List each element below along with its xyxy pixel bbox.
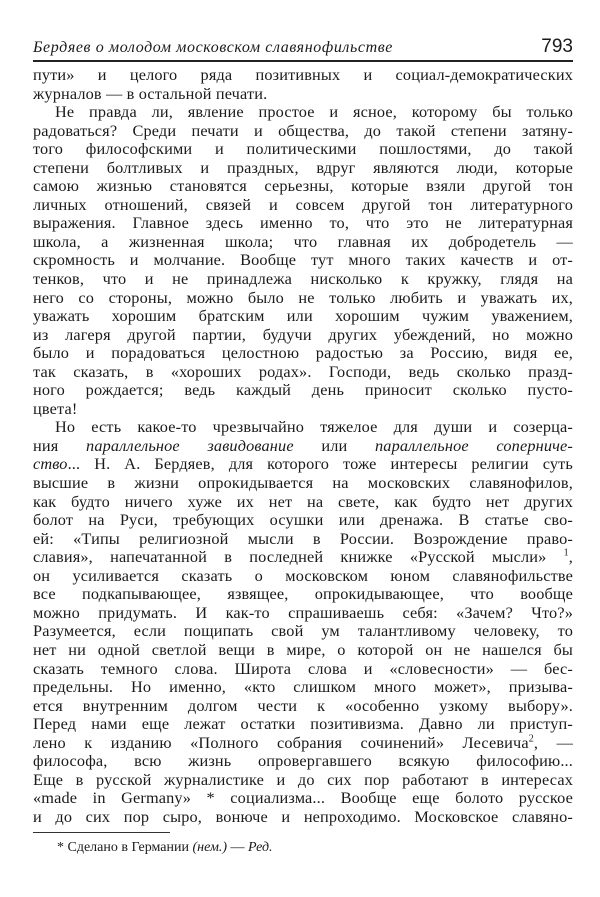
text-segment: можно придумать. И как-то спрашиваешь себя: «Зачем? Что?»: [33, 602, 573, 622]
text-segment: он усиливается сказать о московском юном славянофильстве: [33, 565, 573, 585]
text-line: [33, 289, 573, 308]
running-title: Бердяев о молодом московском славянофильстве: [33, 39, 393, 56]
text-segment: журналов — в остальной печати.: [33, 83, 268, 103]
text-segment: него со стороны, можно было не только любить и уважать их,: [33, 287, 573, 307]
text-line: [33, 678, 573, 697]
text-segment: «made in Germany» * социализма... Вообще еще болото русское: [33, 788, 573, 808]
text-line: [33, 381, 573, 400]
text-line: [33, 493, 573, 512]
text-line: [33, 85, 573, 104]
text-segment: ного рождается; ведь каждый день приносит сколько пусто-: [33, 380, 573, 400]
text-line: [33, 196, 573, 215]
body-text: [33, 66, 573, 826]
text-segment: уважать хорошим братским или хорошим чужим уважением,: [33, 306, 573, 326]
text-segment: ей: «Типы религиозной мысли в России. Возрождение право-: [33, 528, 573, 548]
text-segment: все подкапывающее, язвящее, опрокидывающее, что вообще: [33, 584, 573, 604]
footnote-sep: —: [227, 840, 249, 855]
text-segment: сказать темного слова. Широта слова и «словесности» — бес-: [33, 658, 573, 678]
text-segment: так сказать, в «хороших родах». Господи, ведь сколько празд-: [33, 361, 573, 381]
text-segment: пути» и целого ряда позитивных и социал-демократических: [33, 65, 573, 84]
text-line: [33, 400, 573, 419]
text-line: [33, 177, 573, 196]
text-line: [33, 270, 573, 289]
text-line: [33, 771, 573, 790]
text-line: [33, 715, 573, 734]
text-segment: Еще в русской журналистике и до сих пор работают в интересах: [33, 769, 573, 789]
text-line: [33, 66, 573, 85]
text-line: [33, 307, 573, 326]
text-segment: школа, а жизненная школа; что главная их добродетель —: [33, 231, 573, 251]
text-line: [33, 474, 573, 493]
running-header: [33, 36, 573, 62]
text-segment: из лагеря другой партии, будучи других убеждений, но можно: [33, 324, 573, 344]
text-segment: радоваться? Среди печати и общества, до такой степени затяну-: [33, 120, 573, 140]
text-segment: философа, всю жизнь опровергавшего всякую философию...: [33, 751, 573, 771]
italic-text: ство: [33, 454, 68, 474]
text-segment: высшие в жизни опрокидывается на московских славянофилов,: [33, 473, 573, 493]
text-line: [33, 567, 573, 586]
text-segment: степени болтливых и праздных, вдруг являются люди, которые: [33, 157, 573, 177]
text-line: [33, 622, 573, 641]
text-line: [33, 455, 573, 474]
text-segment: цвета!: [33, 398, 78, 418]
text-line: [33, 808, 573, 827]
footnote-lang: (нем.): [192, 840, 228, 855]
text-segment: нет ни одной светлой вещи в мире, о которой он не нашелся бы: [33, 639, 573, 659]
text-segment: или: [293, 435, 376, 455]
text-segment: самою жизнью становятся серьезны, которые взяли другой тон: [33, 176, 573, 196]
text-line: [33, 734, 573, 753]
text-segment: было и порадоваться целостною радостью за Россию, видя ее,: [33, 343, 573, 363]
text-line: [33, 103, 573, 122]
text-line: [33, 604, 573, 623]
text-segment: скромность и молчание. Вообще тут много таких качеств и от-: [33, 250, 573, 270]
text-line: [33, 530, 573, 549]
text-segment: ... Н. А. Бердяев, для которого тоже интересы религии суть: [67, 454, 573, 474]
text-line: [33, 363, 573, 382]
italic-text: параллельное соперниче-: [375, 435, 574, 455]
text-segment: того философскими и политическими пошлостями, до такой: [33, 139, 573, 159]
text-segment: ния: [33, 435, 87, 455]
text-segment: болот на Руси, требующих осушки или дренажа. В статье сво-: [33, 510, 573, 530]
text-line: [33, 697, 573, 716]
text-line: [33, 251, 573, 270]
text-line: [33, 122, 573, 141]
text-line: [33, 548, 573, 567]
text-segment: славия», напечатанной в последней книжке «Русской мысли»: [33, 547, 564, 567]
footnote-ref: 2: [528, 733, 534, 745]
text-line: [33, 752, 573, 771]
text-segment: Перед нами еще лежат остатки позитивизма. Давно ли приступ-: [33, 714, 573, 734]
italic-text: параллельное завидование: [86, 435, 294, 455]
text-segment: Не правда ли, явление простое и ясное, которому бы только: [55, 102, 573, 122]
footnote-editor: Ред.: [248, 840, 273, 855]
text-line: [33, 214, 573, 233]
text-segment: ,: [568, 547, 573, 567]
text-segment: как будто ничего хуже их нет на свете, как будто нет других: [33, 491, 573, 511]
text-segment: тенков, что и не принадлежа нисколько к кружку, глядя на: [33, 269, 573, 289]
text-line: [33, 585, 573, 604]
footnote-divider: [33, 832, 170, 833]
footnote: [57, 840, 273, 856]
text-line: [33, 511, 573, 530]
text-segment: личных отношений, связей и совсем другой тон литературного: [33, 194, 573, 214]
footnote-ref: 1: [563, 547, 569, 559]
text-segment: Разумеется, если пощипать свой ум талантливому человеку, то: [33, 621, 573, 641]
text-line: [33, 326, 573, 345]
text-segment: предельны. Но именно, «кто слишком много может», призыва-: [33, 677, 573, 697]
text-line: [33, 159, 573, 178]
footnote-text: * Сделано в Германии: [57, 840, 193, 855]
text-segment: Но есть какое-то чрезвычайно тяжелое для души и созерца-: [55, 417, 573, 437]
text-line: [33, 641, 573, 660]
text-line: [33, 660, 573, 679]
text-line: [33, 437, 573, 456]
text-segment: , —: [533, 732, 573, 752]
text-line: [33, 344, 573, 363]
text-segment: выражения. Главное здесь именно то, что это не литературная: [33, 213, 573, 233]
text-line: [33, 418, 573, 437]
text-segment: ется внутренним долгом чести к «особенно узкому выбору».: [33, 695, 573, 715]
text-line: [33, 789, 573, 808]
text-segment: лено к изданию «Полного собрания сочинений» Лесевича: [33, 732, 529, 752]
text-line: [33, 140, 573, 159]
text-line: [33, 233, 573, 252]
page-number: 793: [541, 36, 573, 57]
text-segment: и до сих пор сыро, вонюче и непроходимо. Московское славяно-: [33, 806, 573, 826]
